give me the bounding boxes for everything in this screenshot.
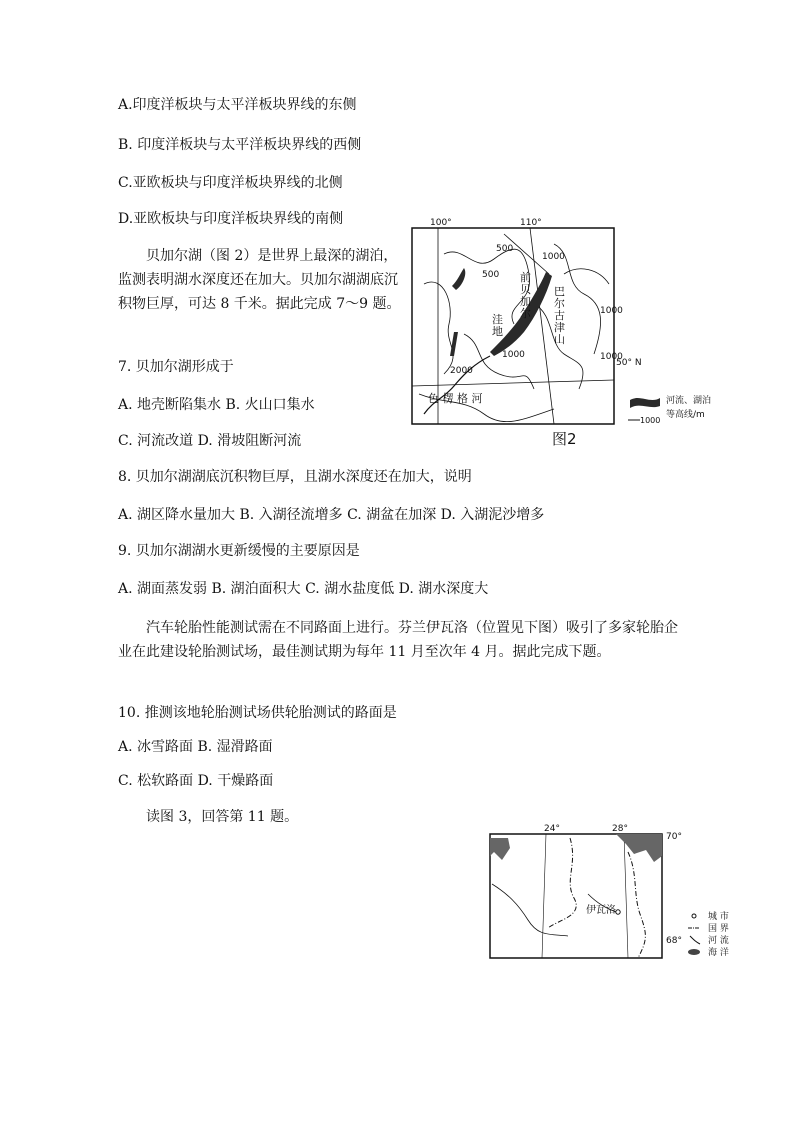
q7-stem: 7. 贝加尔湖形成于 [118, 359, 234, 375]
legend-contour-value: 1000 [640, 416, 661, 425]
lon-28-label: 28° [612, 824, 628, 834]
legend-contour-label: 等高线/m [666, 410, 705, 420]
lat-50-label: 50° N [616, 358, 642, 368]
contour-label-7: 2000 [450, 366, 473, 376]
q6-option-c: C.亚欧板块与印度洋板块界线的北侧 [118, 175, 343, 191]
contour-label-4: 1000 [600, 306, 623, 316]
city-ivalo-label: 伊瓦洛 [586, 905, 616, 916]
place-wadi: 洼地 [492, 313, 503, 338]
legend-ocean: 海 洋 [708, 948, 729, 958]
legend-city: 城 市 [708, 912, 729, 922]
q7-options-row2: C. 河流改道 D. 滑坡阻断河流 [118, 433, 302, 449]
q10-stem: 10. 推测该地轮胎测试场供轮胎测试的路面是 [118, 705, 397, 721]
place-qianbeijiaer: 前贝加尔 [520, 271, 531, 320]
baikal-intro: 贝加尔湖（图 2）是世界上最深的湖泊，监测表明湖水深度还在加大。贝加尔湖湖底沉积物巨厚，可达 8 千米。据此完成 7～9 题。 [118, 248, 401, 312]
figure-3-ivalo-map [488, 824, 774, 964]
lon-24-label: 24° [544, 824, 560, 834]
figure-2-caption: 图2 [552, 430, 577, 448]
river-label: 色 楞 格 河 [428, 392, 483, 405]
contour-label-6: 1000 [600, 352, 623, 362]
fig3-intro: 读图 3，回答第 11 题。 [146, 809, 299, 825]
q10-options-row1: A. 冰雪路面 B. 湿滑路面 [118, 739, 273, 755]
q6-option-d: D.亚欧板块与印度洋板块界线的南侧 [118, 211, 344, 227]
lat-70-label: 70° [666, 832, 682, 842]
lon-110-label: 110° [520, 218, 542, 228]
contour-label-1: 500 [496, 244, 514, 254]
q9-options: A. 湖面蒸发弱 B. 湖泊面积大 C. 湖水盐度低 D. 湖水深度大 [118, 581, 489, 597]
contour-label-3: 1000 [542, 252, 565, 262]
q6-option-b: B. 印度洋板块与太平洋板块界线的西侧 [118, 137, 362, 153]
q6-option-a: A.印度洋板块与太平洋板块界线的东侧 [118, 97, 357, 113]
legend-lake-label: 河流、湖泊 [666, 396, 712, 406]
place-baerguljin: 巴尔古津山 [554, 285, 565, 346]
figure-2-baikal-map [404, 214, 734, 454]
contour-label-5: 1000 [502, 350, 525, 360]
q8-options: A. 湖区降水量加大 B. 入湖径流增多 C. 湖盆在加深 D. 入湖泥沙增多 [118, 507, 545, 523]
legend-river: 河 流 [708, 936, 729, 946]
contour-label-2: 500 [482, 270, 500, 280]
q10-options-row2: C. 松软路面 D. 干燥路面 [118, 773, 274, 789]
q9-stem: 9. 贝加尔湖湖水更新缓慢的主要原因是 [118, 543, 360, 559]
q7-options-row1: A. 地壳断陷集水 B. 火山口集水 [118, 397, 315, 413]
tire-test-intro: 汽车轮胎性能测试需在不同路面上进行。芬兰伊瓦洛（位置见下图）吸引了多家轮胎企业在此建设轮胎测试场，最佳测试期为每年 11 月至次年 4 月。据此完成下题。 [118, 620, 678, 660]
legend-border: 国 界 [708, 924, 729, 934]
lon-100-label: 100° [430, 218, 452, 228]
q8-stem: 8. 贝加尔湖湖底沉积物巨厚，且湖水深度还在加大，说明 [118, 469, 472, 485]
ivalo-map-drawing [488, 824, 774, 964]
lat-68-label: 68° [666, 936, 682, 946]
